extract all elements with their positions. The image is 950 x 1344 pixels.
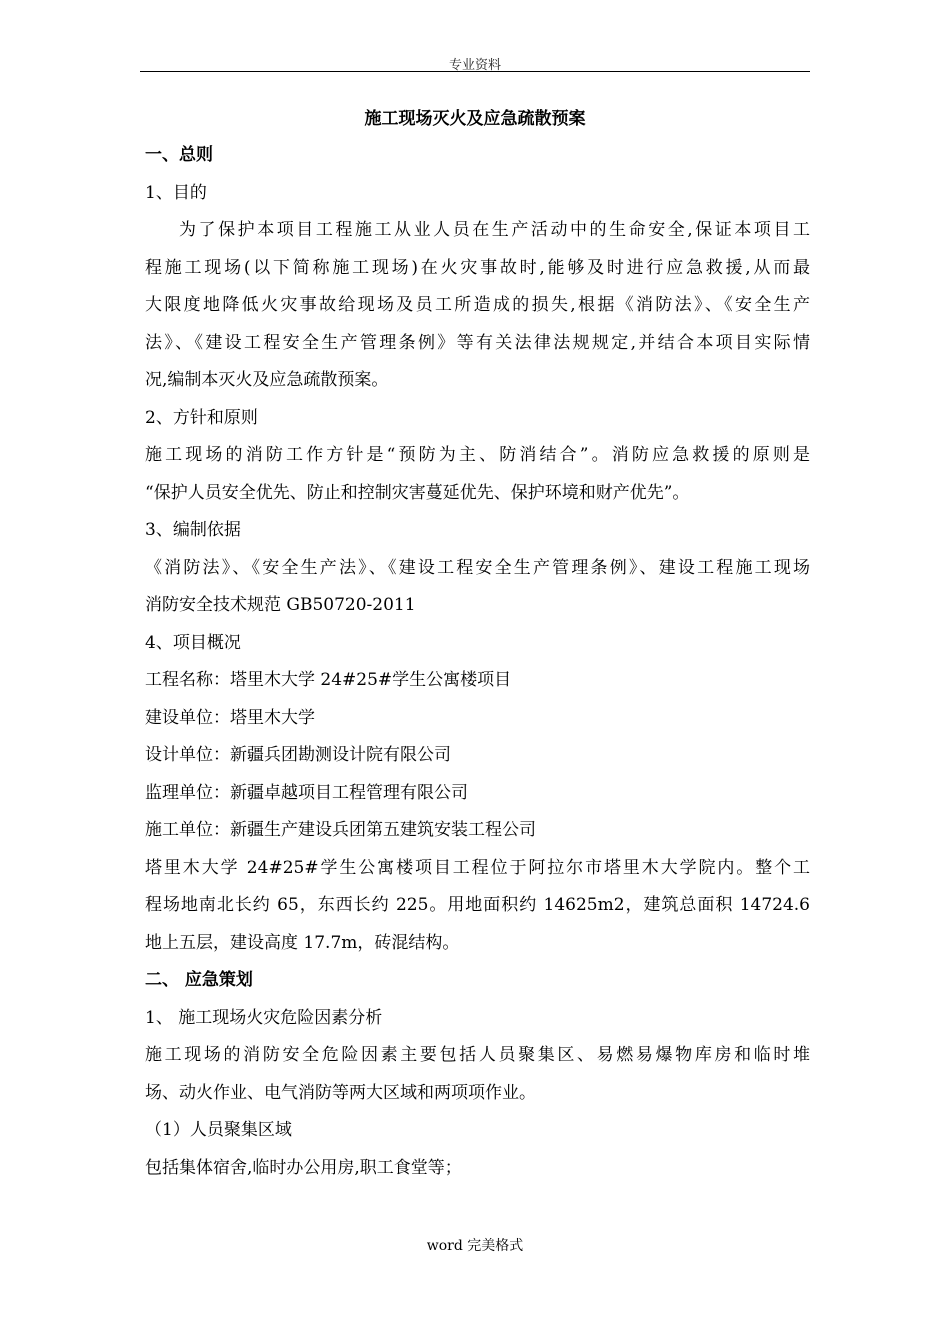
paragraph-line: “保护人员安全优先、防止和控制灾害蔓延优先、保护环境和财产优先”。: [145, 482, 690, 503]
header-divider: [140, 71, 810, 72]
document-title: 施工现场灭火及应急疏散预案: [364, 109, 586, 129]
paragraph-line: 程施工现场(以下简称施工现场)在火灾事故时,能够及时进行应急救援,从而最: [145, 257, 810, 278]
paragraph-line: 施工现场的消防工作方针是“预防为主、防消结合”。消防应急救援的原则是: [145, 445, 810, 465]
subheading-basis: 3、编制依据: [145, 520, 241, 540]
paragraph-line: 场、动火作业、电气消防等两大区域和两项项作业。: [145, 1082, 536, 1103]
subheading-hazard-analysis: 1、 施工现场火灾危险因素分析: [145, 1007, 383, 1028]
project-name: 工程名称：塔里木大学 24#25#学生公寓楼项目: [145, 670, 512, 690]
paragraph-line: 程场地南北长约 65，东西长约 225。用地面积约 14625m2，建筑总面积 14724.6: [145, 895, 810, 915]
project-supervisor: 监理单位：新疆卓越项目工程管理有限公司: [145, 782, 468, 803]
section-heading-general: 一、总则: [145, 145, 213, 165]
project-builder: 施工单位：新疆生产建设兵团第五建筑安装工程公司: [145, 820, 536, 840]
paragraph-line: 为了保护本项目工程施工从业人员在生产活动中的生命安全,保证本项目工: [179, 220, 810, 240]
paragraph-line: 地上五层，建设高度 17.7m，砖混结构。: [145, 932, 460, 953]
paragraph-line: 消防安全技术规范 GB50720-2011: [145, 595, 416, 615]
paragraph-line: 包括集体宿舍,临时办公用房,职工食堂等；: [145, 1157, 462, 1178]
paragraph-line: 《消防法》、《安全生产法》、《建设工程安全生产管理条例》、建设工程施工现场: [145, 557, 810, 578]
paragraph-line: 况,编制本灭火及应急疏散预案。: [145, 370, 389, 390]
page-header: 专业资料: [448, 58, 501, 73]
project-owner: 建设单位：塔里木大学: [145, 707, 315, 728]
subheading-crowd-area: （1）人员聚集区域: [145, 1120, 292, 1140]
project-designer: 设计单位：新疆兵团勘测设计院有限公司: [145, 745, 451, 765]
subheading-project-overview: 4、项目概况: [145, 632, 241, 653]
subheading-purpose: 1、目的: [145, 182, 207, 203]
page-footer: word 完美格式: [426, 1238, 524, 1254]
paragraph-line: 大限度地降低火灾事故给现场及员工所造成的损失,根据《消防法》、《安全生产: [145, 295, 810, 315]
paragraph-line: 法》、《建设工程安全生产管理条例》等有关法律法规规定,并结合本项目实际情: [145, 332, 810, 353]
document-body: [145, 137, 810, 1187]
paragraph-line: 塔里木大学 24#25#学生公寓楼项目工程位于阿拉尔市塔里木大学院内。整个工: [145, 857, 810, 878]
paragraph-line: 施工现场的消防安全危险因素主要包括人员聚集区、易燃易爆物库房和临时堆: [145, 1045, 810, 1065]
subheading-principles: 2、方针和原则: [145, 407, 258, 428]
section-heading-emergency-planning: 二、 应急策划: [145, 970, 253, 990]
